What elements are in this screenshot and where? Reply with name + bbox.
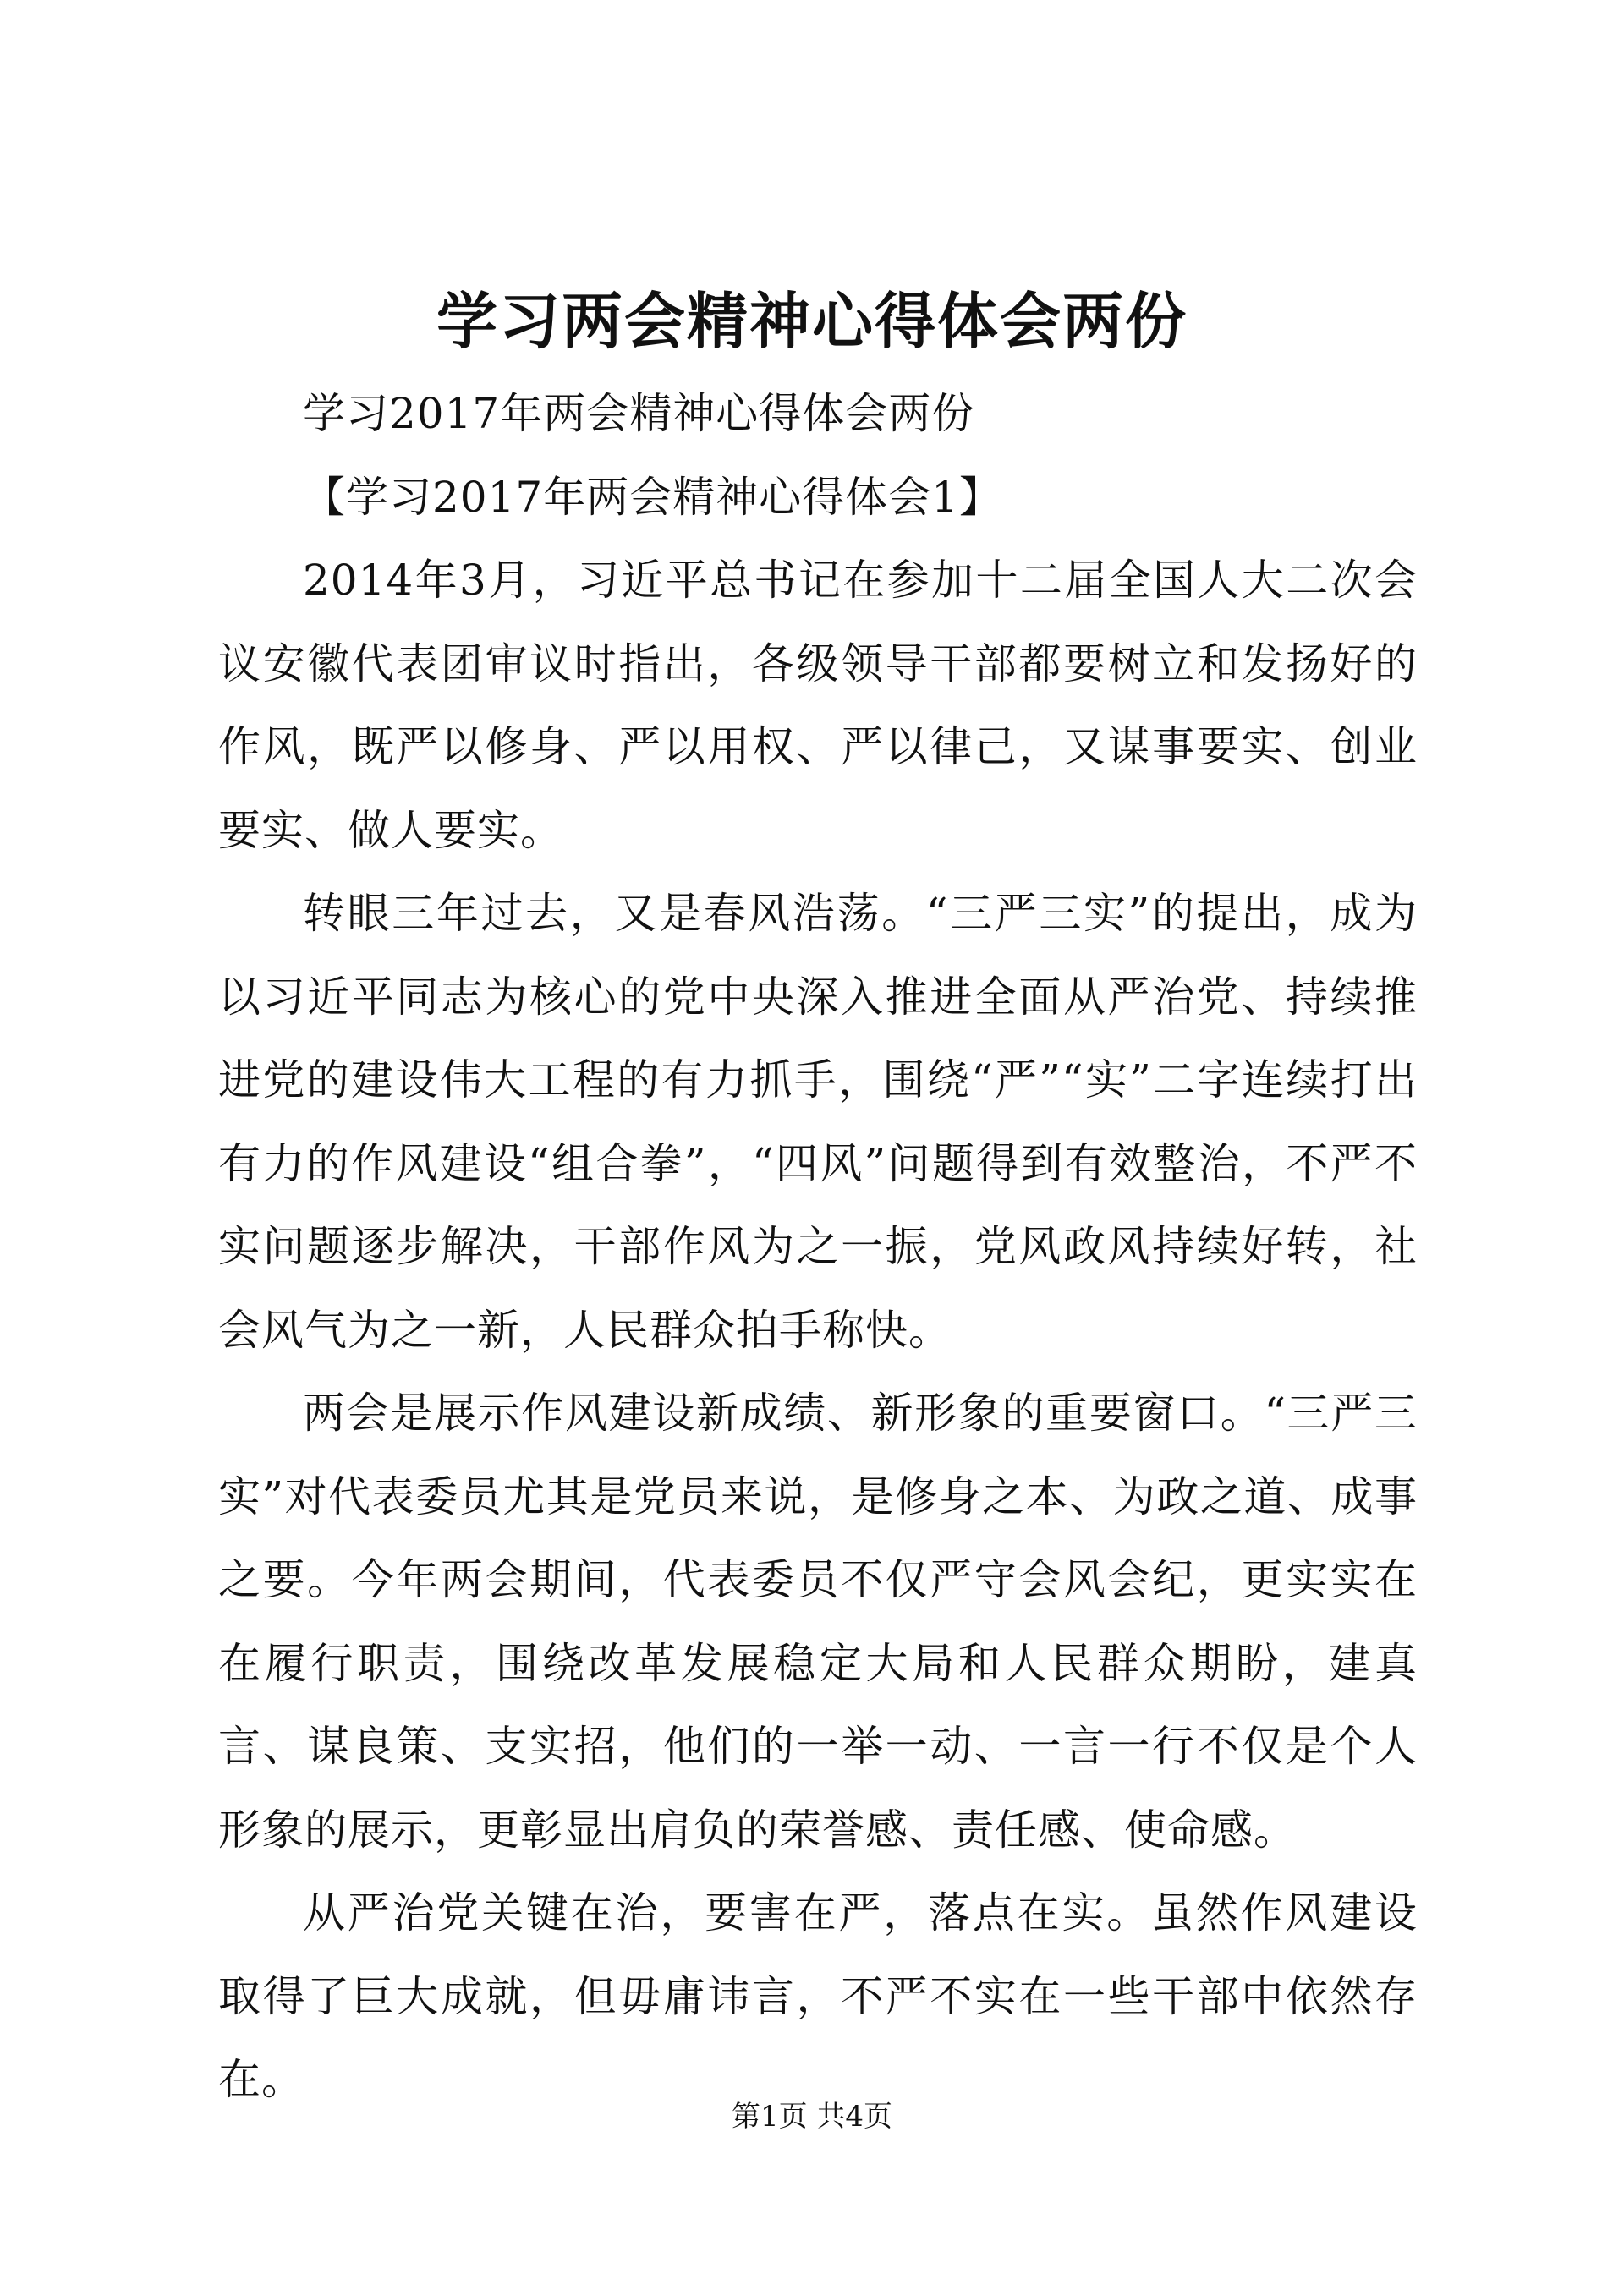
page-number-footer: 第1页 共4页 — [731, 2100, 893, 2134]
paragraph-subtitle: 学习2017年两会精神心得体会两份 — [303, 389, 975, 438]
paragraph-section-heading: 【学习2017年两会精神心得体会1】 — [303, 472, 1003, 522]
paragraph: 两会是展示作风建设新成绩、新形象的重要窗口。“三严三实”对代表委员尤其是党员来说，是修身之本、为政之道、成事之要。今年两会期间，代表委员不仅严守会风会纪，更实实在在履行职责，围绕改革发展稳定大局和人民群众期盼，建真言、谋良策、支实招，他们的一举一动、一言一行不仅是个人形象的展示，更彰显出肩负的荣誉感、责任感、使命感。 — [218, 1389, 1418, 1855]
document-body — [218, 372, 1418, 2122]
paragraph: 转眼三年过去，又是春风浩荡。“三严三实”的提出，成为以习近平同志为核心的党中央深入推进全面从严治党、持续推进党的建设伟大工程的有力抓手，围绕“严”“实”二字连续打出有力的作风建设“组合拳”，“四风”问题得到有效整治，不严不实问题逐步解决，干部作风为之一振，党风政风持续好转，社会风气为之一新，人民群众拍手称快。 — [218, 889, 1418, 1355]
paragraph: 2014年3月，习近平总书记在参加十二届全国人大二次会议安徽代表团审议时指出，各级领导干部都要树立和发扬好的作风，既严以修身、严以用权、严以律己，又谋事要实、创业要实、做人要实。 — [218, 556, 1418, 855]
paragraph: 从严治党关键在治，要害在严，落点在实。虽然作风建设取得了巨大成就，但毋庸讳言，不严不实在一些干部中依然存在。 — [218, 1888, 1418, 2104]
document-title: 学习两会精神心得体会两份 — [436, 285, 1188, 357]
